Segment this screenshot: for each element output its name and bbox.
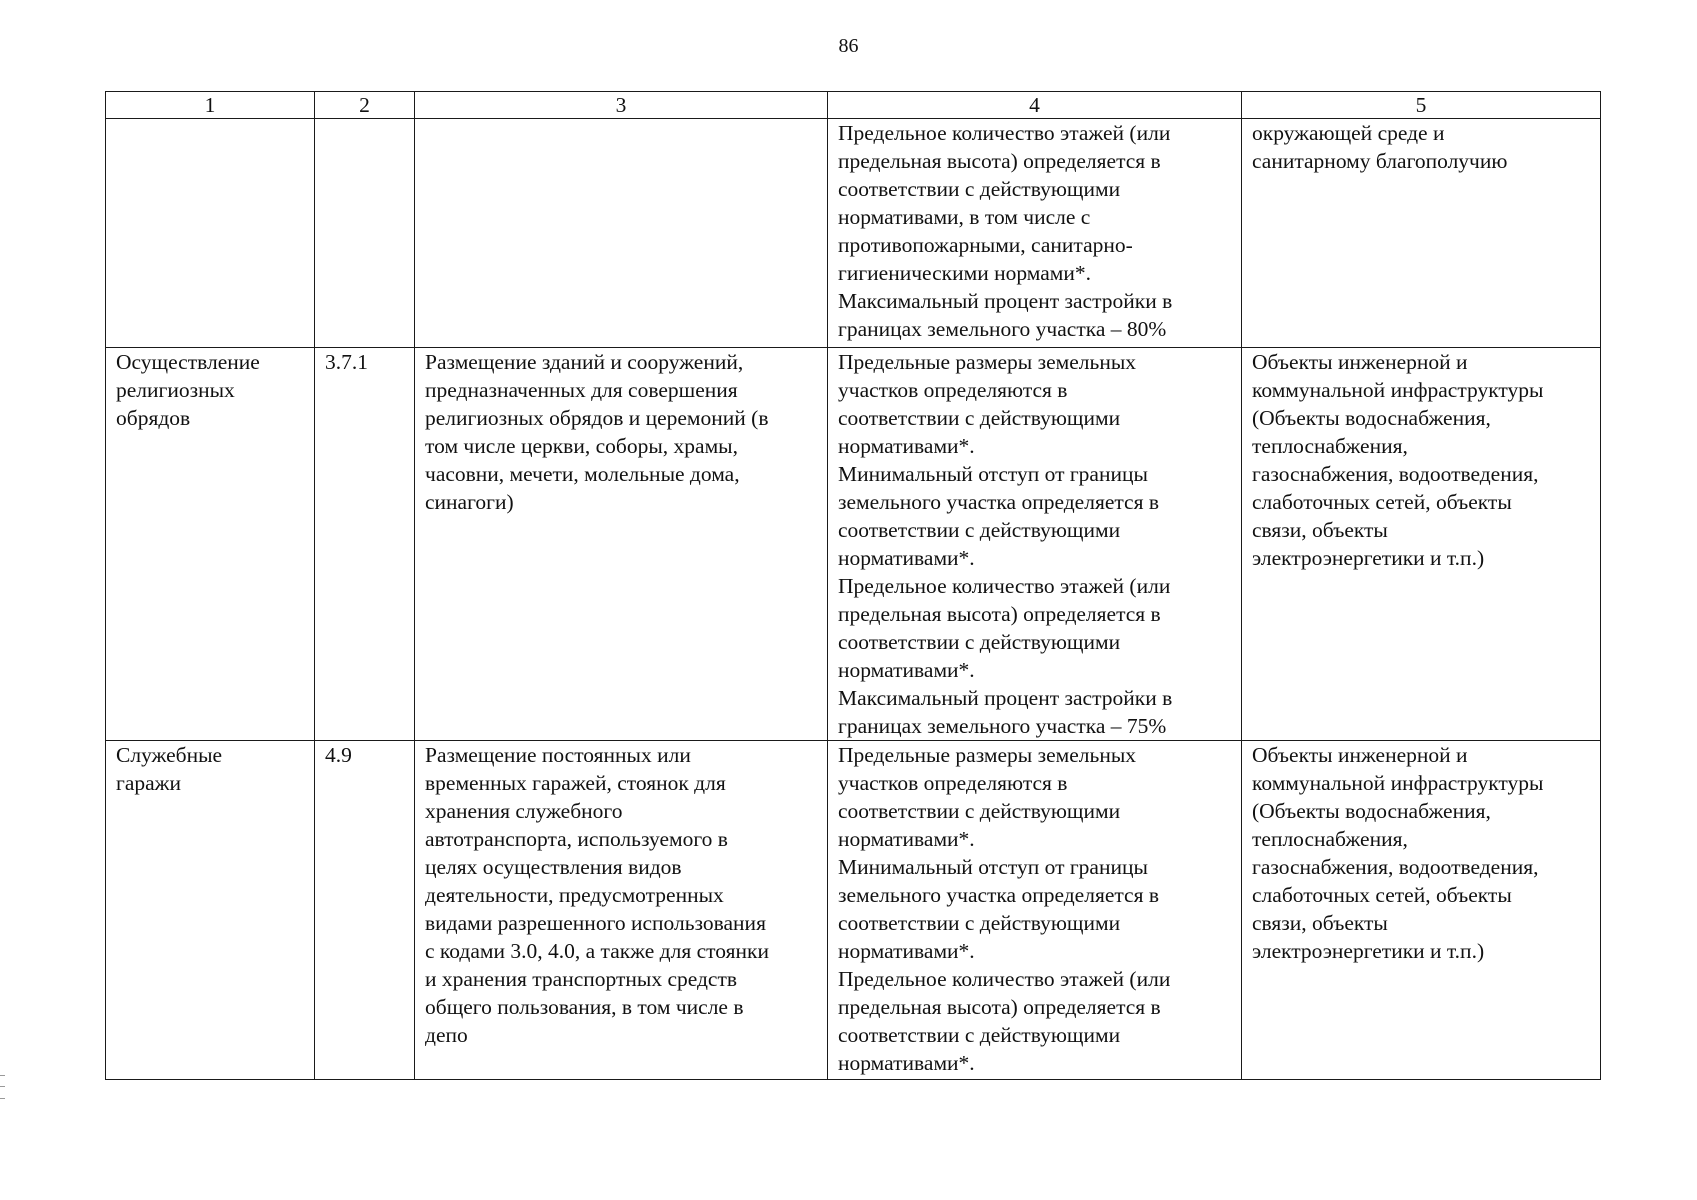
table-cell-name: [106, 348, 315, 741]
cell-text: окружающей среде и санитарному благополучию: [1252, 121, 1508, 173]
table-cell-auxiliary: [1242, 119, 1601, 348]
cell-text: Предельные размеры земельных участков определяются в соответствии с действующими нормативами*. Минимальный отступ от границы земельного участка определяется в соответствии с действующими нормативами*. Предельное количество этажей (или предельная высота) определяется в соответствии с действующими нормативами*. Максимальный процент застройки в границах земельного участка – 75%: [838, 350, 1173, 738]
table-cell-auxiliary: [1242, 741, 1601, 1080]
table-cell-name: [106, 741, 315, 1080]
table-row: [106, 348, 1601, 741]
column-header-3: 3: [415, 92, 828, 119]
table-cell-auxiliary: [1242, 348, 1601, 741]
land-use-table: [105, 91, 1601, 1080]
column-header-5: 5: [1242, 92, 1601, 119]
cell-text: Размещение зданий и сооружений, предназначенных для совершения религиозных обрядов и церемоний (в том числе церкви, соборы, храмы, часовни, мечети, молельные дома, синагоги): [425, 350, 769, 514]
table-cell-code: [315, 741, 415, 1080]
column-header-4: 4: [828, 92, 1242, 119]
table-header-row: [106, 92, 1601, 119]
cell-text: Объекты инженерной и коммунальной инфраструктуры (Объекты водоснабжения, теплоснабжения, газоснабжения, водоотведения, слаботочных сетей, объекты связи, объекты электроэнергетики и т.п.): [1252, 350, 1544, 570]
cell-text: 3.7.1: [325, 350, 368, 374]
table-cell-description: [415, 741, 828, 1080]
cell-text: Объекты инженерной и коммунальной инфраструктуры (Объекты водоснабжения, теплоснабжения, газоснабжения, водоотведения, слаботочных сетей, объекты связи, объекты электроэнергетики и т.п.): [1252, 743, 1544, 963]
table-cell-code: [315, 348, 415, 741]
table-cell-parameters: [828, 119, 1242, 348]
cell-text: Служебные гаражи: [116, 743, 223, 795]
cell-text: Размещение постоянных или временных гаражей, стоянок для хранения служебного автотранспорта, используемого в целях осуществления видов деятельности, предусмотренных видами разрешенного использования с кодами 3.0, 4.0, а также для стоянки и хранения транспортных средств общего пользования, в том числе в депо: [425, 743, 769, 1047]
column-header-2: 2: [315, 92, 415, 119]
table-cell-description: [415, 348, 828, 741]
cell-text: Предельные размеры земельных участков определяются в соответствии с действующими нормативами*. Минимальный отступ от границы земельного участка определяется в соответствии с действующими нормативами*. Предельное количество этажей (или предельная высота) определяется в соответствии с действующими нормативами*.: [838, 743, 1171, 1075]
table-cell-name: [106, 119, 315, 348]
cell-text: Осуществление религиозных обрядов: [116, 350, 260, 430]
cell-text: Предельное количество этажей (или предельная высота) определяется в соответствии с действующими нормативами, в том числе с противопожарными, санитарно- гигиеническими нормами*. Максимальный процент застройки в границах земельного участка – 80%: [838, 121, 1173, 341]
table-cell-parameters: [828, 348, 1242, 741]
table-cell-code: [315, 119, 415, 348]
table-row: [106, 741, 1601, 1080]
cell-text: 4.9: [325, 743, 352, 767]
page-number: 86: [838, 35, 859, 57]
scan-margin-mark: [0, 1075, 5, 1099]
table-row: [106, 119, 1601, 348]
table-cell-description: [415, 119, 828, 348]
column-header-1: 1: [106, 92, 315, 119]
table-cell-parameters: [828, 741, 1242, 1080]
